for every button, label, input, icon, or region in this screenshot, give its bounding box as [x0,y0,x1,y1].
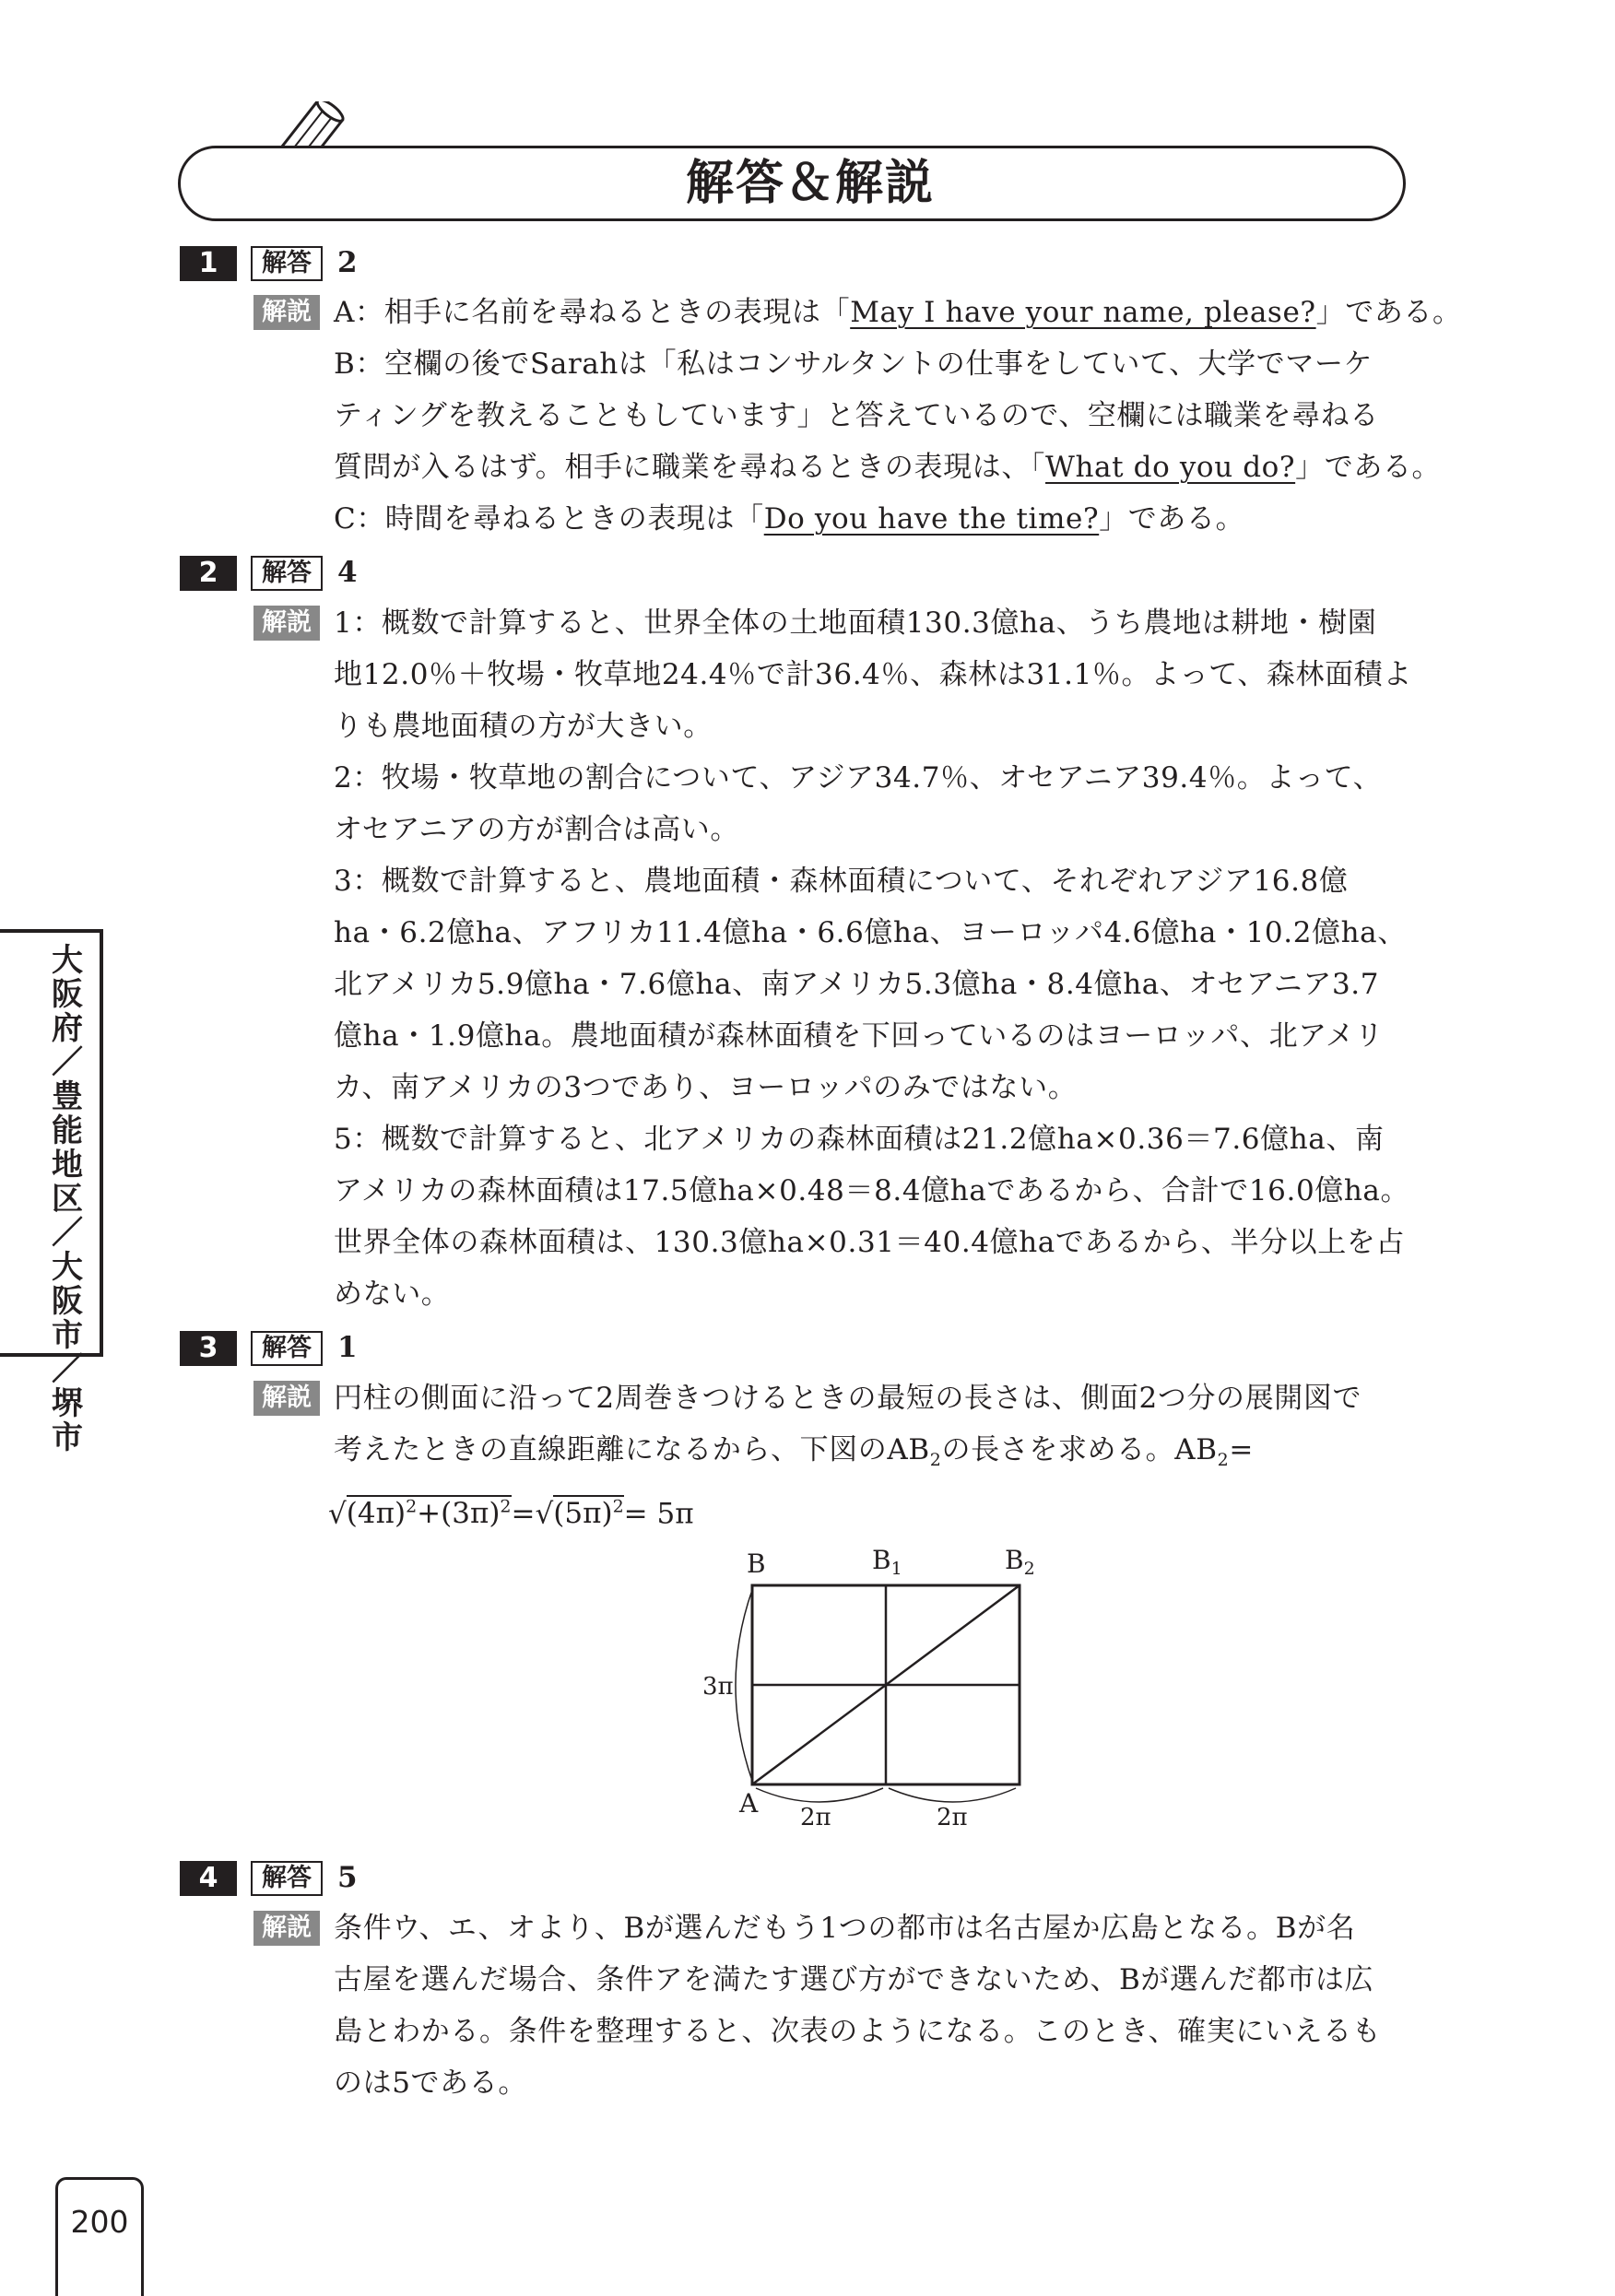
formula-term: = [511,1497,536,1531]
text-span: 」である。 [1295,451,1442,484]
side-rule-vertical [100,929,103,1357]
text-line: 1：概数で計算すると、世界全体の土地面積130.3億ha、うち農地は耕地・樹園 [334,606,1377,640]
text-span: = [1229,1433,1254,1466]
label-b: B [747,1548,766,1579]
side-char: ／ [52,1044,83,1081]
text-line: 地12.0％＋牧場・牧草地24.4％で計36.4％、森林は31.1％。よって、森林面積よ [334,658,1412,691]
side-char: 大 [52,1249,83,1286]
label-b1-main: B [872,1545,891,1575]
text-line: オセアニアの方が割合は高い。 [334,813,739,846]
header-banner [178,146,1406,221]
underlined-phrase: What do you do? [1045,451,1296,484]
side-char: 堺 [52,1385,83,1422]
question-number: 2 [180,556,237,591]
side-char: ／ [52,1351,83,1388]
sqrt-symbol: √ [535,1497,554,1531]
sqrt-symbol: √ [328,1497,347,1531]
side-char: 地 [52,1147,83,1183]
text-span: A：相手に名前を尋ねるときの表現は「 [334,296,851,329]
superscript: 2 [406,1497,418,1517]
answer-value: 5 [337,1861,358,1894]
side-char: 豊 [52,1078,83,1115]
text-line [334,499,1410,539]
text-line: ha・6.2億ha、アフリカ11.4億ha・6.6億ha、ヨーロッパ4.6億ha・10.2億ha、 [334,916,1407,949]
label-height: 3π [702,1673,734,1701]
page-number-tab [55,2177,144,2296]
explanation-tag: 解説 [253,295,320,330]
superscript: 2 [612,1497,624,1517]
formula-term: (4π) [346,1497,407,1531]
text-line [334,447,1442,488]
label-b2 [1005,1545,1035,1579]
label-a: A [739,1788,759,1819]
question-number: 1 [180,246,237,281]
text-line: 北アメリカ5.9億ha・7.6億ha、南アメリカ5.3億ha・8.4億ha、オセアニア3.7 [334,968,1380,1001]
text-line: 古屋を選んだ場合、条件アを満たす選び方ができないため、Bが選んだ都市は広 [334,1963,1374,1996]
text-span: 」である。 [1315,296,1462,329]
radicand [347,1495,512,1530]
answer-value: 4 [337,556,358,589]
text-span: 」である。 [1099,502,1245,536]
side-char: 能 [52,1113,83,1149]
underlined-phrase: Do you have the time? [763,502,1100,536]
side-char: 府 [52,1010,83,1047]
text-span: C：時間を尋ねるときの表現は「 [334,502,764,536]
text-span: の長さを求める。AB [941,1433,1218,1466]
text-line: B：空欄の後でSarahは「私はコンサルタントの仕事をしていて、大学でマーケ [334,347,1373,381]
text-span: 考えたときの直線距離になるから、下図のAB [334,1433,930,1466]
side-char: 大 [52,942,83,979]
label-width-2: 2π [937,1804,968,1831]
text-line: めない。 [334,1278,451,1311]
label-b1-sub: 1 [890,1559,902,1579]
question-number: 4 [180,1861,237,1896]
text-line: 2：牧場・牧草地の割合について、アジア34.7％、オセアニア39.4％。よって、 [334,761,1383,795]
text-line [334,292,1462,333]
page-title: 解答＆解説 [685,156,935,211]
label-b2-main: B [1005,1545,1024,1575]
text-line: 世界全体の森林面積は、130.3億ha×0.31＝40.4億haであるから、半分以上を占 [334,1226,1406,1259]
side-char: 市 [52,1317,83,1354]
side-region-label [44,944,90,1455]
side-char: 阪 [52,976,83,1013]
text-line: 円柱の側面に沿って2周巻きつけるときの最短の長さは、側面2つ分の展開図で [334,1382,1362,1415]
answer-value: 2 [337,246,358,279]
side-rule-top [0,929,103,933]
label-b2-sub: 2 [1023,1559,1035,1579]
label-b1 [872,1545,902,1579]
superscript: 2 [500,1497,512,1517]
label-width-1: 2π [800,1804,831,1831]
side-char: 市 [52,1419,83,1456]
answer-tag: 解答 [251,556,323,591]
question-number: 3 [180,1331,237,1366]
text-line: アメリカの森林面積は17.5億ha×0.48＝8.4億haであるから、合計で16.0億ha。 [334,1174,1410,1207]
cylinder-net-diagram [682,1539,1051,1843]
text-line: カ、南アメリカの3つであり、ヨーロッパのみではない。 [334,1071,1078,1104]
width-brace-2 [889,1788,1016,1802]
text-line [334,1430,1410,1480]
text-line: 3：概数で計算すると、農地面積・森林面積について、それぞれアジア16.8億 [334,865,1349,898]
text-line: 条件ウ、エ、オより、Bが選んだもう1つの都市は名古屋か広島となる。Bが名 [334,1912,1356,1945]
subscript: 2 [929,1450,942,1471]
formula-term: (5π) [553,1497,613,1531]
page-number: 200 [70,2204,129,2240]
formula [328,1487,694,1534]
answer-tag: 解答 [251,1331,323,1366]
answer-tag: 解答 [251,246,323,281]
height-brace [736,1590,752,1781]
side-char: ／ [52,1215,83,1252]
text-span: 質問が入るはず。相手に職業を尋ねるときの表現は、「 [334,451,1046,484]
radicand [553,1495,623,1530]
explanation-tag: 解説 [253,606,320,641]
text-line: 島とわかる。条件を整理すると、次表のようになる。このとき、確実にいえるも [334,2015,1382,2048]
underlined-phrase: May I have your name, please? [850,296,1316,329]
formula-term: = 5π [623,1497,694,1531]
text-line: のは5である。 [334,2066,527,2100]
answer-tag: 解答 [251,1861,323,1896]
formula-term: +(3π) [417,1497,501,1531]
width-brace-1 [756,1788,883,1802]
side-char: 区 [52,1181,83,1218]
text-line: ティングを教えることもしています」と答えているので、空欄には職業を尋ねる [334,399,1379,432]
explanation-tag: 解説 [253,1381,320,1416]
explanation-tag: 解説 [253,1911,320,1946]
text-line: 億ha・1.9億ha。農地面積が森林面積を下回っているのはヨーロッパ、北アメリ [334,1019,1385,1053]
answer-value: 1 [337,1331,358,1364]
text-line: りも農地面積の方が大きい。 [334,710,713,743]
text-line: 5：概数で計算すると、北アメリカの森林面積は21.2億ha×0.36＝7.6億ha、南 [334,1123,1385,1156]
side-char: 阪 [52,1283,83,1320]
subscript: 2 [1217,1450,1230,1471]
